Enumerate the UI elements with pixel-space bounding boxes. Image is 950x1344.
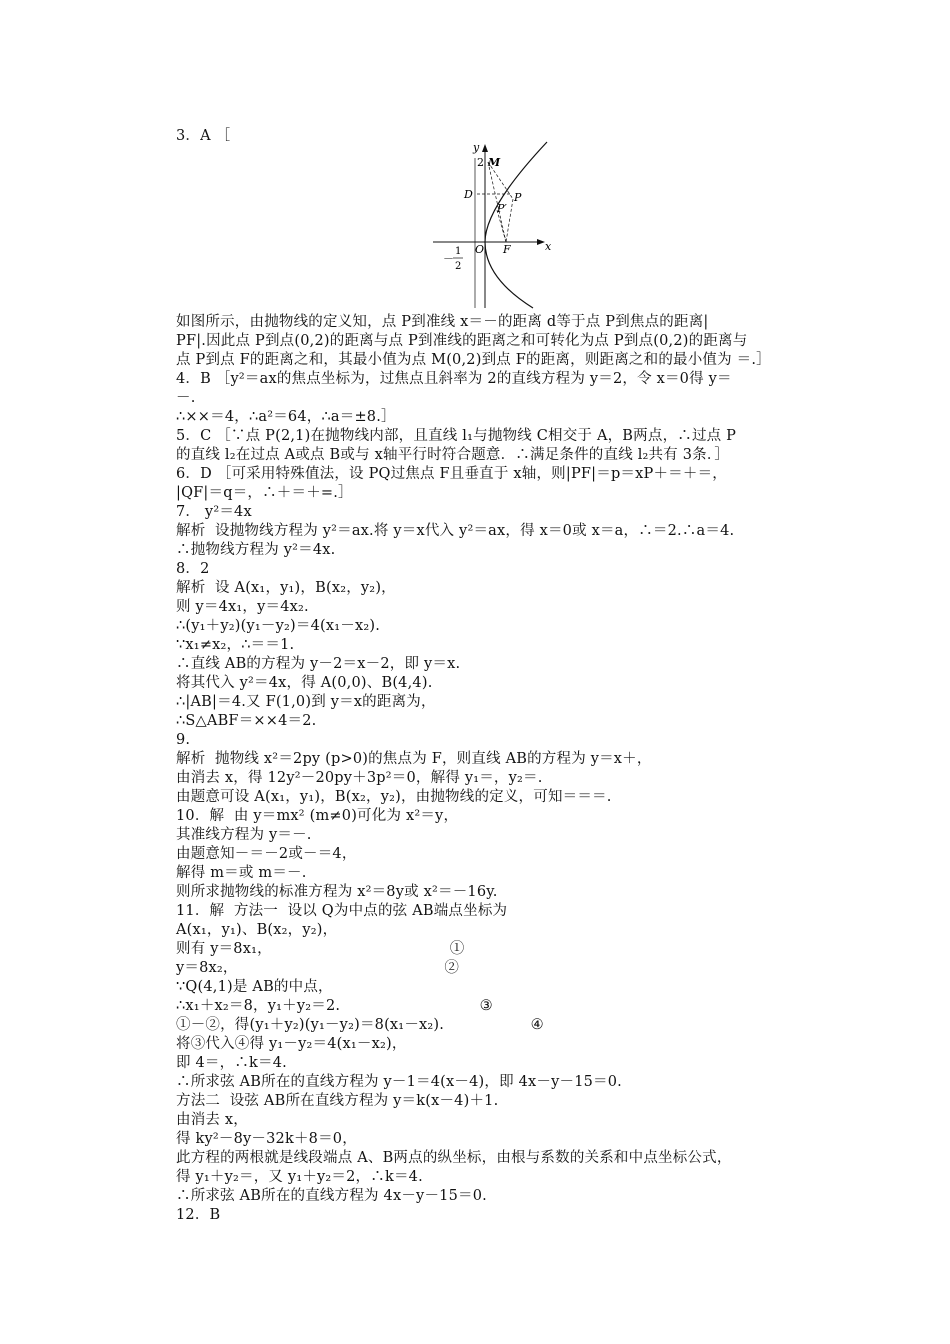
label-P: P <box>514 191 522 204</box>
text-line: ∴所求弦 AB所在的直线方程为 y－1＝4(x－4)，即 4x－y－15＝0. <box>176 1074 622 1090</box>
text-line: 即 4＝，∴k＝4. <box>176 1055 287 1071</box>
text-line: 的直线 l₂在过点 A或点 B或与 x轴平行时符合题意．∴满足条件的直线 l₂共有 3条．］ <box>176 447 730 463</box>
text-line: 5．C ［∵点 P(2,1)在抛物线内部，且直线 l₁与抛物线 C相交于 A，B两点，∴过点 P <box>176 428 737 444</box>
label-F: F <box>503 243 511 256</box>
text-line: 由题意可设 A(x₁，y₁)，B(x₂，y₂)，由抛物线的定义，可知＝＝＝. <box>176 789 612 805</box>
text-line: 得 y₁＋y₂＝，又 y₁＋y₂＝2，∴k＝4. <box>176 1169 423 1185</box>
text-line: PF|.因此点 P到点(0,2)的距离与点 P到准线的距离之和可转化为点 P到点(0,2)的距离与 <box>176 333 748 349</box>
text-line: |QF|＝q＝，∴＋＝＋=.］ <box>176 485 353 501</box>
text-line: ∴S△ABF＝××4＝2. <box>176 713 317 729</box>
text-line: －. <box>176 390 196 406</box>
text-line: ∴抛物线方程为 y²＝4x. <box>176 542 336 558</box>
text-line: ∴|AB|＝4.又 F(1,0)到 y＝x的距离为， <box>176 694 436 710</box>
text-line: 7． y²＝4x <box>176 504 252 520</box>
text-line: 6．D ［可采用特殊值法，设 PQ过焦点 F且垂直于 x轴，则|PF|＝p＝xP＋＝＋＝， <box>176 466 727 482</box>
text-line: 则 y＝4x₁，y＝4x₂. <box>176 599 309 615</box>
label-D: D <box>464 188 473 201</box>
text-line: 解得 m＝或 m＝－. <box>176 865 307 881</box>
label-minus: － <box>443 252 454 265</box>
text-line: ∴所求弦 AB所在的直线方程为 4x－y－15＝0. <box>176 1188 487 1204</box>
text-line: 12．B <box>176 1207 221 1223</box>
text-line: 将③代入④得 y₁－y₂＝4(x₁－x₂)， <box>176 1036 407 1052</box>
text-line: 点 P到点 F的距离之和，其最小值为点 M(0,2)到点 F的距离，则距离之和的最小值为 ＝.］ <box>176 352 771 368</box>
text-line: A(x₁，y₁)、B(x₂，y₂)， <box>176 922 338 938</box>
text-line: ∵Q(4,1)是 AB的中点， <box>176 979 333 995</box>
label-M: M <box>488 156 501 169</box>
text-line: 由题意知－＝－2或－＝4， <box>176 846 357 862</box>
text-line: 其准线方程为 y＝－. <box>176 827 312 843</box>
text-line: 解析 抛物线 x²＝2py (p>0)的焦点为 F，则直线 AB的方程为 y＝x＋， <box>176 751 652 767</box>
label-x: x <box>545 240 552 253</box>
y-axis-arrow <box>482 144 488 152</box>
parabola-figure <box>425 138 565 310</box>
text-line: 4．B ［y²＝ax的焦点坐标为，过焦点且斜率为 2的直线方程为 y＝2，令 x＝0得 y＝ <box>176 371 732 387</box>
text-line: y＝8x₂， ② <box>176 960 460 976</box>
label-one: 1 <box>455 246 462 257</box>
text-line: ∴x₁＋x₂＝8，y₁＋y₂＝2. ③ <box>176 998 493 1014</box>
text-line: ∴直线 AB的方程为 y－2＝x－2，即 y＝x. <box>176 656 461 672</box>
text-line: 则有 y＝8x₁， ① <box>176 941 465 957</box>
label-Pprime: P′ <box>497 202 507 215</box>
text-line: 将其代入 y²＝4x，得 A(0,0)、B(4,4). <box>176 675 433 691</box>
text-line: 11．解 方法一 设以 Q为中点的弦 AB端点坐标为 <box>176 903 508 919</box>
text-line: 由消去 x， <box>176 1112 248 1128</box>
text-line: 此方程的两根就是线段端点 A、B两点的纵坐标，由根与系数的关系和中点坐标公式， <box>176 1150 732 1166</box>
label-y: y <box>473 141 480 154</box>
text-line: 则所求抛物线的标准方程为 x²＝8y或 x²＝－16y. <box>176 884 498 900</box>
text-line: 得 ky²－8y－32k＋8＝0， <box>176 1131 357 1147</box>
text-line: 9. <box>176 732 191 748</box>
text-line: 解析 设 A(x₁，y₁)，B(x₂，y₂)， <box>176 580 396 596</box>
text-line: ∴××＝4，∴a²＝64，∴a＝±8.］ <box>176 409 396 425</box>
text-line: ∴(y₁＋y₂)(y₁－y₂)＝4(x₁－x₂). <box>176 618 380 634</box>
text-line: 如图所示，由抛物线的定义知，点 P到准线 x＝－的距离 d等于点 P到焦点的距离| <box>176 314 709 330</box>
text-line: 8．2 <box>176 561 210 577</box>
text-line: 由消去 x，得 12y²－20py＋3p²＝0，解得 y₁＝，y₂＝. <box>176 770 543 786</box>
text-line: 解析 设抛物线方程为 y²＝ax.将 y＝x代入 y²＝ax，得 x＝0或 x＝a，∴＝2.∴a＝4. <box>176 523 735 539</box>
text-line: 方法二 设弦 AB所在直线方程为 y＝k(x－4)＋1. <box>176 1093 499 1109</box>
segment-PF <box>506 199 513 242</box>
label-two: 2 <box>477 156 484 169</box>
x-axis-arrow <box>537 239 545 245</box>
label-O: O <box>475 243 485 256</box>
text-line: ∵x₁≠x₂，∴＝＝1. <box>176 637 295 653</box>
answer-3-header: 3．A ［ <box>176 128 231 144</box>
label-half-den: 2 <box>455 261 462 272</box>
text-line: 10．解 由 y＝mx² (m≠0)可化为 x²＝y， <box>176 808 459 824</box>
text-line: ①－②，得(y₁＋y₂)(y₁－y₂)＝8(x₁－x₂). ④ <box>176 1017 544 1033</box>
